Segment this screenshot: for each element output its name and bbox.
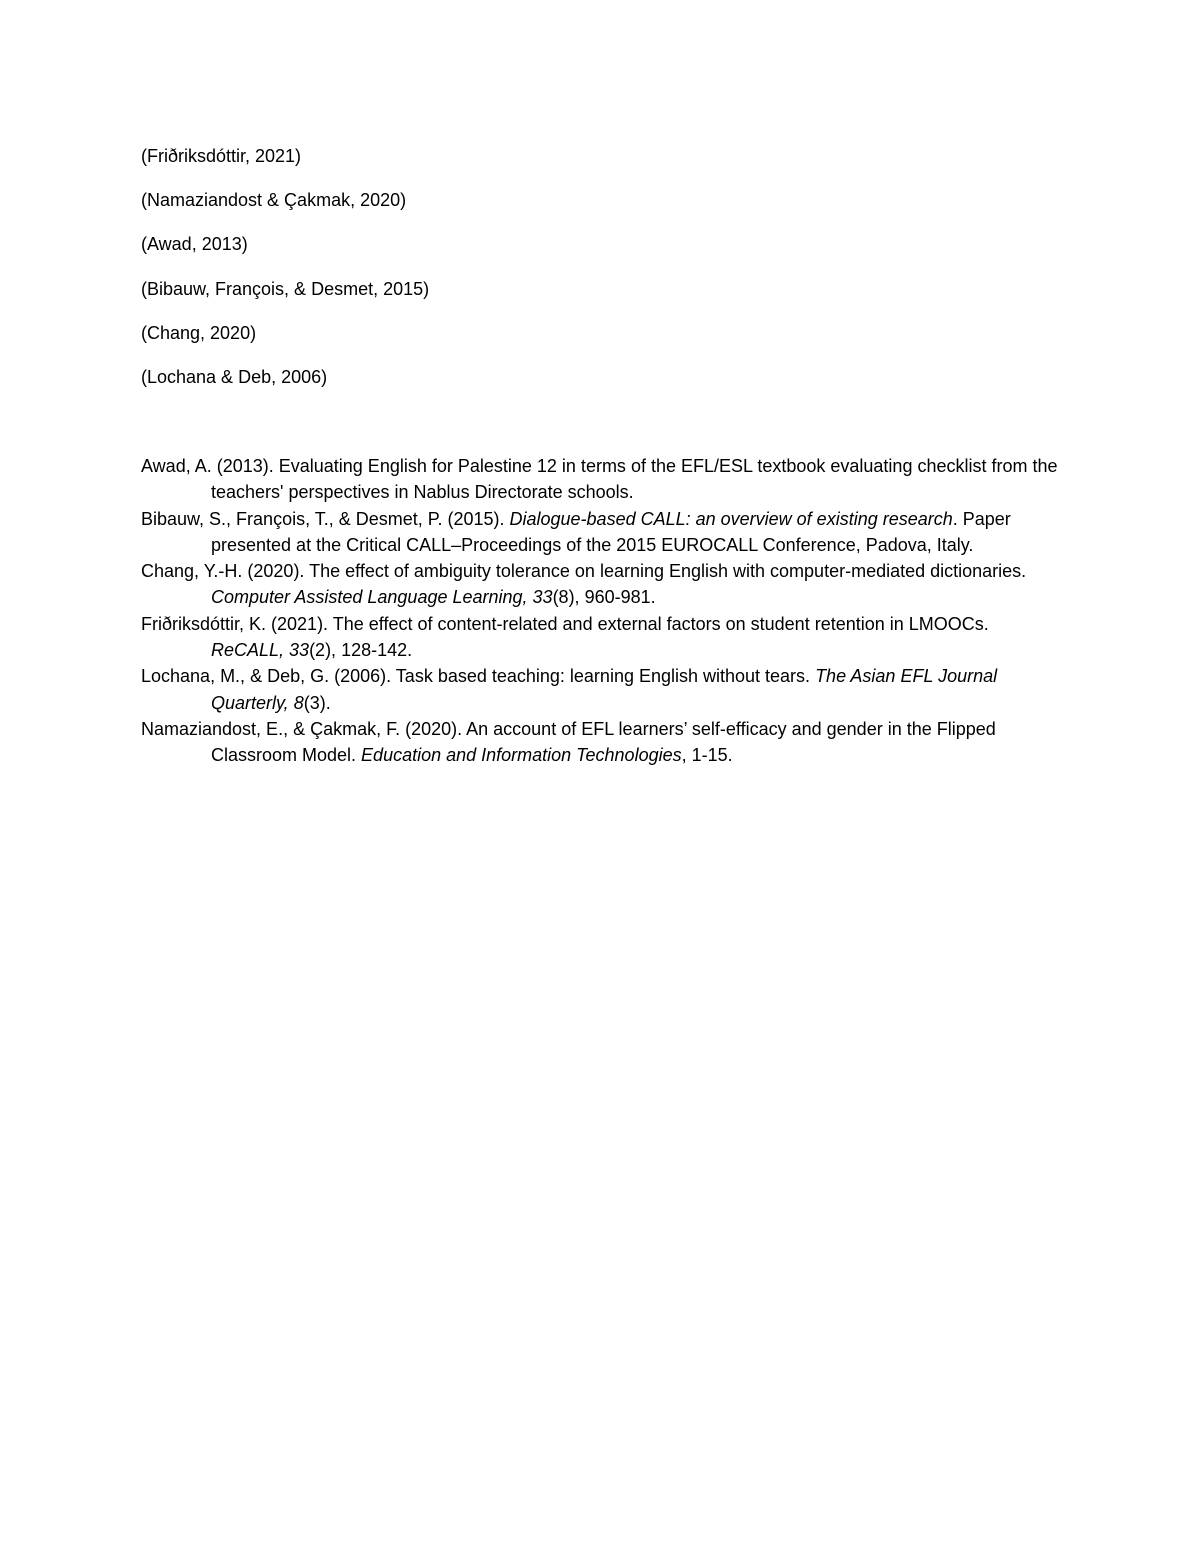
reference-journal-italic: Computer Assisted Language Learning, 33: [211, 587, 553, 608]
reference-entry-fridriksdottir: [141, 611, 1061, 664]
reference-journal-italic: ReCALL, 33: [211, 640, 310, 661]
reference-entry-awad: [141, 453, 1061, 506]
reference-text: , 1-15.: [681, 745, 733, 766]
reference-title-italic: Dialogue-based CALL: an overview of existing research: [509, 508, 953, 529]
in-text-citation: (Bibauw, François, & Desmet, 2015): [141, 278, 430, 299]
reference-journal-italic: The Asian EFL Journal Quarterly, 8: [211, 666, 998, 713]
reference-text: Lochana, M., & Deb, G. (2006). Task based teaching: learning English without tears.: [141, 666, 816, 687]
reference-entry-lochana: [141, 663, 1061, 716]
reference-text: Bibauw, S., François, T., & Desmet, P. (2015).: [141, 508, 510, 529]
reference-text: Namaziandost, E., & Çakmak, F. (2020). An account of EFL learners’ self-efficacy and gender in the Flipped Classroom Model.: [141, 718, 996, 766]
reference-list: [141, 453, 1061, 769]
reference-text: Friðriksdóttir, K. (2021). The effect of content-related and external factors on student retention in LMOOCs.: [141, 613, 989, 634]
reference-journal-italic: Education and Information Technologies: [361, 745, 682, 766]
in-text-citation: (Chang, 2020): [141, 322, 257, 343]
reference-text: (8), 960-981.: [552, 587, 656, 608]
reference-text: . Paper presented at the Critical CALL–Proceedings of the 2015 EUROCALL Conference, Padova, Italy.: [211, 508, 1011, 555]
reference-entry-namaziandost: [141, 716, 1061, 769]
in-text-citation: (Lochana & Deb, 2006): [141, 366, 328, 387]
reference-text: Chang, Y.-H. (2020). The effect of ambiguity tolerance on learning English with computer-mediated dictionaries.: [141, 561, 1027, 582]
in-text-citation: (Namaziandost & Çakmak, 2020): [141, 190, 407, 211]
reference-text: (2), 128-142.: [309, 640, 413, 661]
reference-text: Awad, A. (2013). Evaluating English for Palestine 12 in terms of the EFL/ESL textbook evaluating checklist from the teachers' perspectives in Nablus Directorate schools.: [141, 456, 1058, 503]
reference-text: (3).: [303, 692, 331, 713]
reference-entry-bibauw: [141, 506, 1061, 559]
reference-entry-chang: [141, 558, 1061, 611]
in-text-citation: (Awad, 2013): [141, 234, 248, 255]
in-text-citation-list: [141, 144, 1061, 409]
in-text-citation: (Friðriksdóttir, 2021): [141, 146, 302, 166]
